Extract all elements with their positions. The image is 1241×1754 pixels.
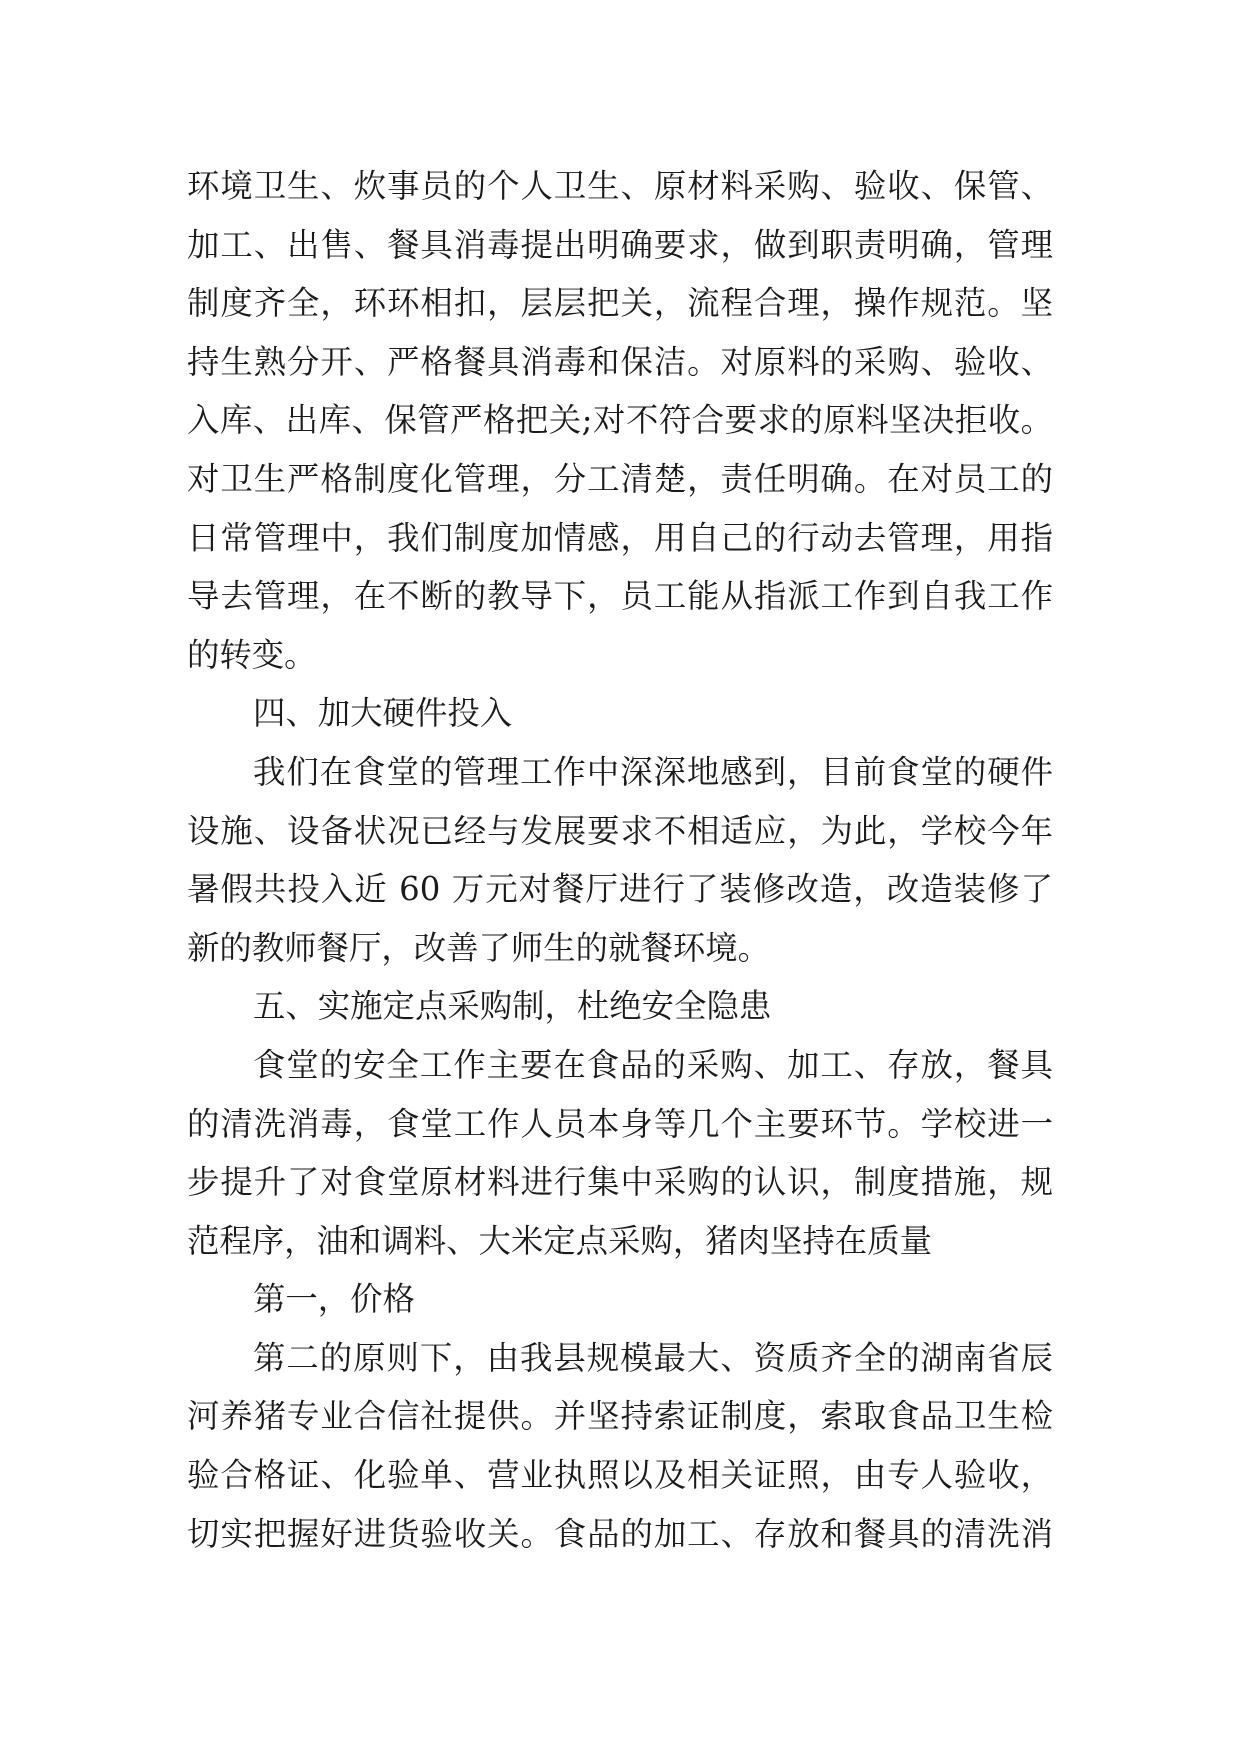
text-line: 新的教师餐厅，改善了师生的就餐环境。 (187, 928, 771, 967)
text-line: 日常管理中，我们制度加情感，用自己的行动去管理，用指 (187, 518, 1053, 557)
text-line: 食堂的安全工作主要在食品的采购、加工、存放，餐具 (253, 1045, 1053, 1084)
text-line: 导去管理，在不断的教导下，员工能从指派工作到自我工作 (187, 577, 1053, 616)
text-line: 我们在食堂的管理工作中深深地感到，目前食堂的硬件 (253, 752, 1053, 791)
body-text (187, 157, 1053, 1563)
text-line: 范程序，油和调料、大米定点采购，猪肉坚持在质量 (187, 1221, 932, 1260)
text-line: 入库、出库、保管严格把关;对不符合要求的原料坚决拒收。 (187, 401, 1053, 440)
text-line: 验合格证、化验单、营业执照以及相关证照，由专人验收， (187, 1456, 1053, 1495)
text-line: 加工、出售、餐具消毒提出明确要求，做到职责明确，管理 (187, 225, 1053, 264)
text-line: 对卫生严格制度化管理，分工清楚，责任明确。在对员工的 (187, 459, 1053, 498)
text-line: 制度齐全，环环相扣，层层把关，流程合理，操作规范。坚 (187, 284, 1053, 323)
section-heading: 四、加大硬件投入 (253, 694, 513, 733)
section-heading: 五、实施定点采购制，杜绝安全隐患 (253, 987, 772, 1026)
text-line: 环境卫生、炊事员的个人卫生、原材料采购、验收、保管、 (187, 167, 1053, 205)
text-line: 切实把握好进货验收关。食品的加工、存放和餐具的清洗消 (187, 1514, 1053, 1553)
text-line: 持生熟分开、严格餐具消毒和保洁。对原料的采购、验收、 (187, 342, 1053, 381)
text-line: 步提升了对食堂原材料进行集中采购的认识，制度措施，规 (187, 1163, 1053, 1202)
text-line: 河养猪专业合信社提供。并坚持索证制度，索取食品卫生检 (187, 1397, 1053, 1436)
text-line: 第一，价格 (253, 1280, 415, 1319)
text-line: 的清洗消毒，食堂工作人员本身等几个主要环节。学校进一 (187, 1104, 1053, 1143)
text-line: 设施、设备状况已经与发展要求不相适应，为此，学校今年 (187, 811, 1053, 850)
text-line: 第二的原则下，由我县规模最大、资质齐全的湖南省辰 (253, 1338, 1053, 1377)
text-line: 暑假共投入近 60 万元对餐厅进行了装修改造，改造装修了 (187, 870, 1053, 909)
text-line: 的转变。 (187, 635, 317, 674)
